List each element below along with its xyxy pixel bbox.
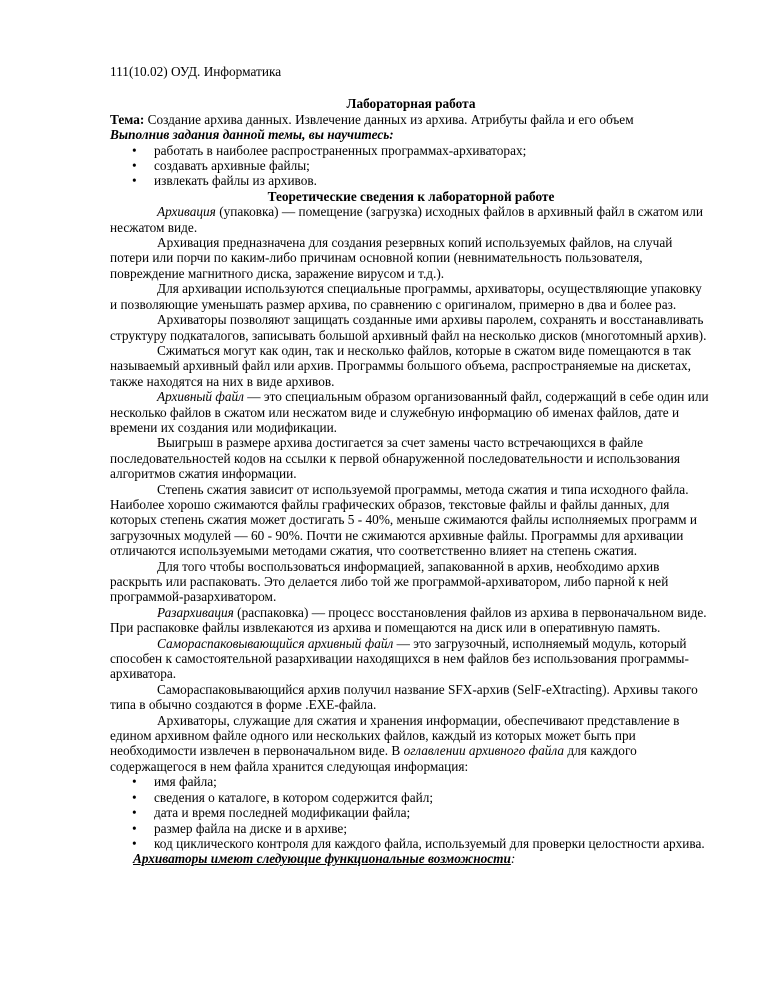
paragraph: [110, 713, 712, 775]
paragraph: Архивация предназначена для создания резервных копий используемых файлов, на случай потери или порчи по каким-либо причинам основной копии (невнимательность пользователя, повреждение магнитного диска, заражение вирусом и т.д.).: [110, 235, 673, 281]
goals-list: [110, 143, 712, 189]
list-item: • извлекать файлы из архивов.: [110, 173, 712, 188]
theory-heading: Теоретические сведения к лабораторной работе: [267, 188, 555, 204]
paragraph-text: Архиваторы, служащие для сжатия и хранения информации, обеспечивают представление в едином архивном файле одного или нескольких файлов, каждый из которых может быть при необходимости извлечен в первоначальном виде. В: [110, 712, 680, 759]
paragraph-text: (упаковка) — помещение (загрузка) исходных файлов в архивный файл в сжатом или несжатом виде.: [110, 204, 704, 235]
lab-title: Лабораторная работа: [346, 96, 476, 112]
term: Архивный файл: [157, 389, 244, 405]
paragraph: [110, 636, 712, 682]
course-title: 111(10.02) ОУД. Информатика: [110, 64, 282, 79]
paragraph-text: — это специальным образом организованный файл, содержащий в себе один или несколько файлов в сжатом или несжатом виде и служебную информацию об именах файлов, дате и времени их создания или модификации.: [110, 389, 709, 435]
list-item: • сведения о каталоге, в котором содержится файл;: [110, 790, 712, 805]
features-colon: :: [510, 851, 516, 867]
paragraph-text: — это загрузочный, исполняемый модуль, который способен к самостоятельной разархивации находящихся в нем файлов без использования программы-архиватора.: [110, 635, 689, 682]
term: оглавлении архивного файла: [403, 743, 565, 759]
paragraph: Сжиматься могут как один, так и несколько файлов, которые в сжатом виде помещаются в так называемый архивный файл или архив. Программы большого объема, распространяемые на дискетах, также находятся на них в виде архивов.: [110, 342, 692, 389]
paragraph: Архиваторы позволяют защищать созданные ими архивы паролем, сохранять и восстанавливать структуру подкаталогов, записывать большой архивный файл на несколько дисков (многотомный архив).: [110, 312, 707, 343]
paragraph-text: (распаковка) — процесс восстановления файлов из архива в первоначальном виде. При распаковке файлы извлекаются из архива и помещаются на диск или в оперативную память.: [110, 604, 707, 636]
topic-text: Создание архива данных. Извлечение данных из архива. Атрибуты файла и его объем: [144, 111, 634, 127]
paragraph: Выигрыш в размере архива достигается за счет замены часто встречающихся в файле последовательностей кодов на ссылки к первой обнаруженной последовательности и использования алгоритмов сжатия информации.: [110, 435, 681, 482]
features-heading-line: [110, 851, 712, 866]
paragraph: [110, 605, 712, 636]
paragraph: Самораспаковывающийся архив получил название SFX-архив (SelF-eXtracting). Архивы такого типа в обычно создаются в форме .EXE-файла.: [110, 681, 698, 713]
paragraph: Для архивации используются специальные программы, архиваторы, осуществляющие упаковку и позволяющие уменьшать размер архива, по сравнению с оригиналом, примерно в два и более раз.: [110, 281, 702, 312]
list-item: • код циклического контроля для каждого файла, используемый для проверки целостности архива.: [110, 836, 712, 851]
list-item: • дата и время последней модификации файла;: [110, 805, 712, 820]
list-item: • работать в наиболее распространенных программах-архиваторах;: [110, 143, 712, 158]
paragraph: Степень сжатия зависит от используемой программы, метода сжатия и типа исходного файла. Наиболее хорошо сжимаются файлы графических образов, текстовые файлы и файлы данных, для которых степень сжатия может достигать 5 - 40%, меньше сжимаются файлы исполняемых программ и загрузочных модулей — 60 - 90%. Почти не сжимаются архивные файлы. Программы для архивации отличаются используемыми методами сжатия, что соответственно влияет на степень сжатия.: [110, 481, 697, 559]
term: Самораспаковывающийся архивный файл: [157, 635, 394, 651]
term: Архивация: [157, 204, 216, 220]
term: Разархивация: [157, 604, 234, 620]
paragraph: [110, 389, 712, 435]
toc-info-list: [110, 774, 712, 851]
document-page: [110, 64, 712, 867]
goals-heading: Выполнив задания данной темы, вы научитесь:: [110, 127, 394, 143]
list-item: • создавать архивные файлы;: [110, 158, 712, 173]
features-heading: Архиваторы имеют следующие функциональные возможности: [133, 851, 511, 867]
list-item: • размер файла на диске и в архиве;: [110, 821, 712, 836]
paragraph: Для того чтобы воспользоваться информацией, запакованной в архив, необходимо архив раскрыть или распаковать. Это делается либо той же программой-архиватором, либо парной к ней программой-разархиватором.: [110, 558, 669, 605]
list-item: • имя файла;: [110, 774, 712, 789]
topic-label: Тема:: [110, 111, 145, 127]
paragraph-text: для каждого содержащегося в нем файла хранится следующая информация:: [110, 743, 637, 774]
paragraph: [110, 204, 712, 235]
topic-line: [110, 112, 712, 127]
